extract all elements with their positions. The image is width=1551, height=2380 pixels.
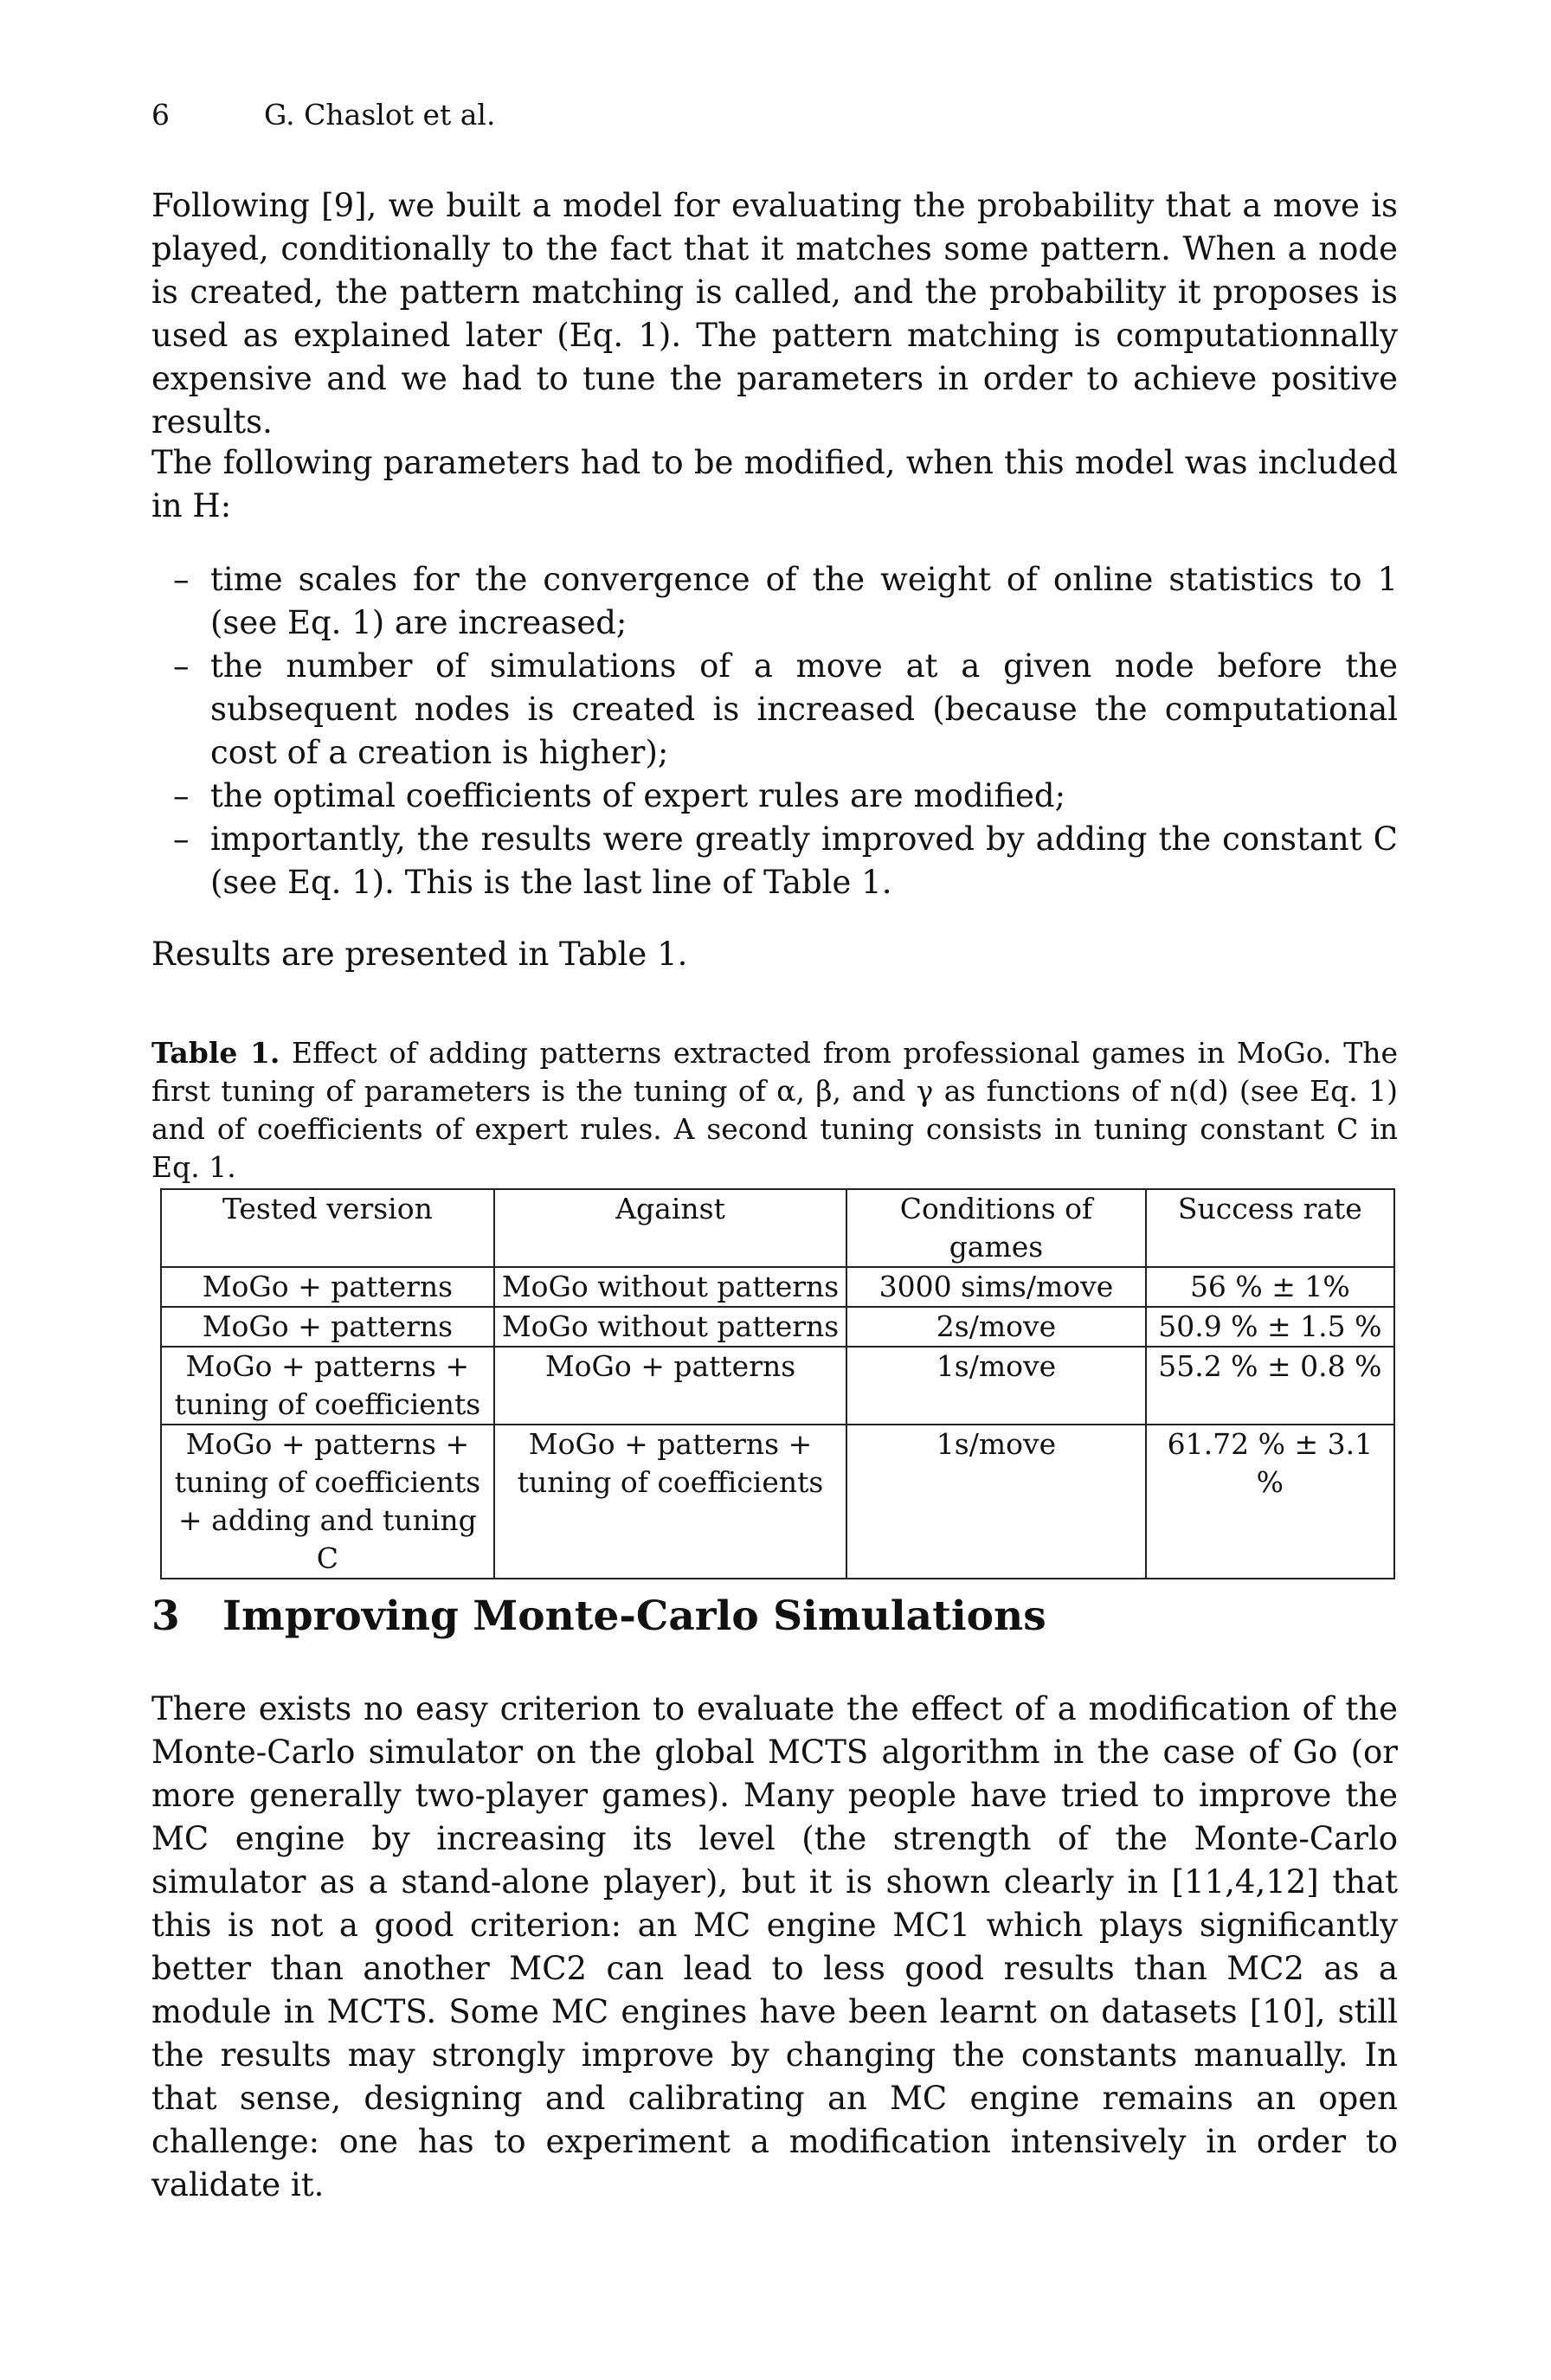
- parameter-list: [173, 558, 1398, 904]
- paragraph-results-ref: Results are presented in Table 1.: [151, 936, 688, 973]
- page-number: 6: [151, 98, 170, 132]
- cell-against: MoGo + patterns: [494, 1347, 846, 1425]
- list-item: – the number of simulations of a move at a given node before the subsequent nodes is created is increased (because the computational cost of a creation is higher);: [173, 647, 1398, 771]
- cell-conditions: 1s/move: [846, 1347, 1145, 1425]
- cell-conditions: 3000 sims/move: [846, 1267, 1145, 1307]
- section-number: 3: [151, 1592, 180, 1640]
- cell-success-rate: 50.9 % ± 1.5 %: [1146, 1307, 1394, 1347]
- cell-against: MoGo without patterns: [494, 1267, 846, 1307]
- table-row: [161, 1267, 1394, 1307]
- header-tested-version: Tested version: [161, 1189, 494, 1267]
- table-caption-text: Effect of adding patterns extracted from professional games in MoGo. The first tuning of parameters is the tuning of α, β, and γ as functions of n(d) (see Eq. 1) and of coefficients of expert rules. A second tuning consists in tuning constant C in Eq. 1.: [151, 1036, 1399, 1184]
- header-success-rate: Success rate: [1146, 1189, 1394, 1267]
- paragraph-parameters-intro: The following parameters had to be modified, when this model was included in H:: [151, 444, 1398, 524]
- cell-success-rate: 55.2 % ± 0.8 %: [1146, 1347, 1394, 1425]
- paragraph-patterns-model: Following [9], we built a model for evaluating the probability that a move is played, conditionally to the fact that it matches some pattern. When a node is created, the pattern matching is called, and the probability it proposes is used as explained later (Eq. 1). The pattern matching is computationnally expensive and we had to tune the parameters in order to achieve positive results.: [151, 187, 1398, 441]
- cell-tested-version: MoGo + patterns: [161, 1307, 494, 1347]
- section-title: Improving Monte-Carlo Simulations: [222, 1592, 1046, 1640]
- results-table: [160, 1188, 1395, 1579]
- table-row: [161, 1347, 1394, 1425]
- section-heading: [151, 1592, 1046, 1640]
- cell-against: MoGo without patterns: [494, 1307, 846, 1347]
- list-item: – time scales for the convergence of the weight of online statistics to 1 (see Eq. 1) are increased;: [173, 561, 1398, 641]
- cell-tested-version: MoGo + patterns: [161, 1267, 494, 1307]
- cell-tested-version: MoGo + patterns + tuning of coefficients + adding and tuning C: [161, 1425, 494, 1579]
- authors: G. Chaslot et al.: [264, 98, 496, 132]
- list-item: – importantly, the results were greatly improved by adding the constant C (see Eq. 1). This is the last line of Table 1.: [173, 820, 1398, 901]
- table-row: [161, 1307, 1394, 1347]
- cell-conditions: 2s/move: [846, 1307, 1145, 1347]
- cell-tested-version: MoGo + patterns + tuning of coefficients: [161, 1347, 494, 1425]
- list-item: – the optimal coefficients of expert rules are modified;: [173, 777, 1066, 814]
- paragraph-mc-simulations: There exists no easy criterion to evaluate the effect of a modification of the Monte-Carlo simulator on the global MCTS algorithm in the case of Go (or more generally two-player games). Many people have tried to improve the MC engine by increasing its level (the strength of the Monte-Carlo simulator as a stand-alone player), but it is shown clearly in [11,4,12] that this is not a good criterion: an MC engine MC1 which plays significantly better than another MC2 can lead to less good results than MC2 as a module in MCTS. Some MC engines have been learnt on datasets [10], still the results may strongly improve by changing the constants manually. In that sense, designing and calibrating an MC engine remains an open challenge: one has to experiment a modification intensively in order to validate it.: [151, 1690, 1398, 2203]
- table-caption: [151, 1034, 1398, 1187]
- cell-against: MoGo + patterns + tuning of coefficients: [494, 1425, 846, 1579]
- cell-conditions: 1s/move: [846, 1425, 1145, 1579]
- table-header-row: [161, 1189, 1394, 1267]
- header-conditions: Conditions of games: [846, 1189, 1145, 1267]
- table-row: [161, 1425, 1394, 1579]
- cell-success-rate: 56 % ± 1%: [1146, 1267, 1394, 1307]
- table-caption-label: Table 1.: [151, 1036, 280, 1070]
- running-head: [151, 98, 495, 132]
- header-against: Against: [494, 1189, 846, 1267]
- cell-success-rate: 61.72 % ± 3.1 %: [1146, 1425, 1394, 1579]
